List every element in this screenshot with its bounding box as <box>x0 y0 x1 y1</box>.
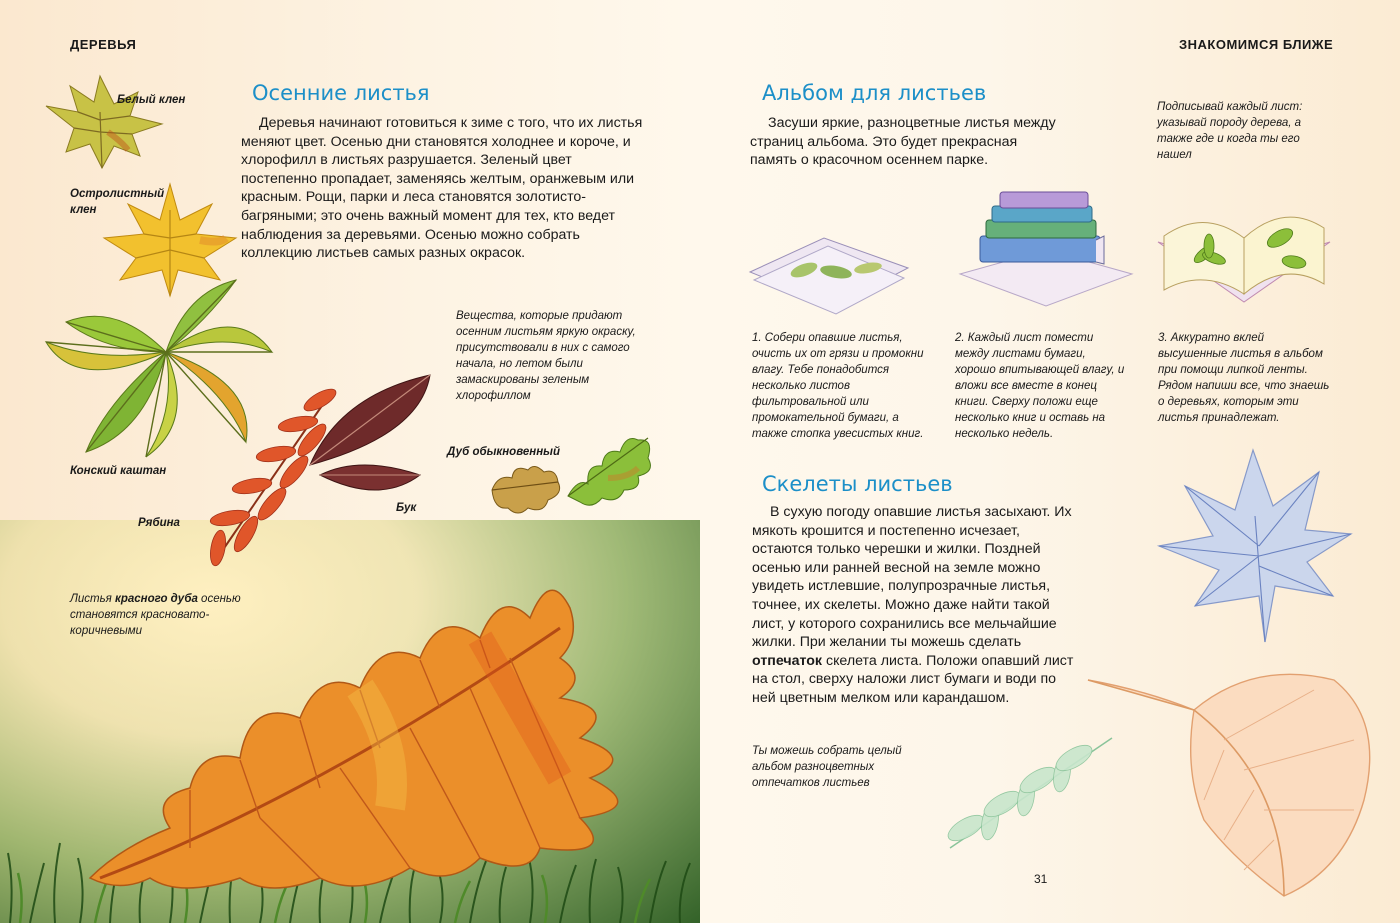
stack-of-books-illustration <box>956 190 1136 310</box>
sign-caption: Подписывай каждый лист: указывай породу дерева, а также где и когда ты его нашел <box>1157 101 1303 161</box>
imprint-emphasis: отпечаток <box>752 652 823 669</box>
red-oak-caption: Листья красного дуба осенью становятся красновато-коричневыми <box>70 593 241 637</box>
rowan-label: Рябина <box>138 517 180 529</box>
autumn-leaves-title: Осенние листья <box>252 81 430 105</box>
left-running-head: ДЕРЕВЬЯ <box>70 37 137 52</box>
album-with-leaves-illustration <box>1154 198 1334 308</box>
collect-caption: Ты можешь собрать целый альбом разноцветных отпечатков листьев <box>752 745 902 789</box>
right-page <box>700 0 1400 923</box>
red-oak-emphasis: красного дуба <box>115 593 198 605</box>
page-number: 31 <box>1034 872 1048 886</box>
blotting-paper-illustration <box>744 228 914 318</box>
autumn-leaves-text: Деревья начинают готовиться к зиме с того, что их листья меняют цвет. Осенью дни становятся холоднее и короче, и хлорофилл в листьях разрушается. Зеленый цвет постепенно пропадает, заменяясь желтым, оранжевым или красным. Рощи, парки и леса становятся золотисто-багряными; это очень важный момент для тех, кто ведет наблюдения за деревьями. Осенью можно собрать коллекцию листьев самых разных окрасок. <box>241 115 643 262</box>
white-maple-label: Белый клен <box>117 94 186 106</box>
beech-label: Бук <box>396 502 417 514</box>
red-oak-leaf-illustration <box>60 548 680 908</box>
common-oak-leaves-illustration <box>488 418 658 518</box>
blue-maple-imprint-illustration <box>1155 446 1355 646</box>
right-running-head: ЗНАКОМИМСЯ БЛИЖЕ <box>1179 37 1334 52</box>
step-2-text: 2. Каждый лист помести между листами бумаги, хорошо впитывающей влагу, и вложи все вместе в конец книги. Сверху положи еще несколько книг и оставь на несколько недель. <box>955 332 1125 440</box>
step-1-text: 1. Собери опавшие листья, очисть их от грязи и промокни влагу. Тебе понадобится несколько листов фильтровальной или промокательной бумаги, а также стопка увесистых книг. <box>752 332 924 440</box>
skeleton-leaves-text: В сухую погоду опавшие листья засыхают. Их мякоть крошится и постепенно исчезает, остаются только черешки и жилки. Поздней осенью или ранней весной на земле можно увидеть истлевшие, полупрозрачные листья, точнее, их скелеты. Можно даже найти такой лист, у которого сохранились все мельчайшие жилки. При желании ты можешь сделать отпечаток скелета листа. Положи опавший лист на стол, сверху наложи лист бумаги и води по ней цветным мелком или карандашом. <box>752 504 1074 706</box>
orange-leaf-imprint-illustration <box>1084 660 1384 900</box>
norway-maple-label: Остролистный клен <box>70 188 165 216</box>
pigments-caption: Вещества, которые придают осенним листьям яркую окраску, присутствовали в них с самого начала, но летом были замаскированы зеленым хлорофиллом <box>456 310 636 402</box>
step-3-text: 3. Аккуратно вклей высушенные листья в альбом при помощи липкой ленты. Рядом напиши все, что знаешь о деревьях, которым эти листья принадлежат. <box>1158 332 1330 424</box>
horse-chestnut-label: Конский каштан <box>70 465 167 477</box>
oak-label: Дуб обыкновенный <box>447 446 561 458</box>
white-maple-leaf-illustration <box>38 72 178 172</box>
album-title: Альбом для листьев <box>762 81 987 105</box>
album-text: Засуши яркие, разноцветные листья между страниц альбома. Это будет прекрасная память о красочном осеннем парке. <box>750 115 1056 169</box>
rowan-leaf-illustration <box>190 384 340 564</box>
skeleton-leaves-title: Скелеты листьев <box>762 472 953 496</box>
